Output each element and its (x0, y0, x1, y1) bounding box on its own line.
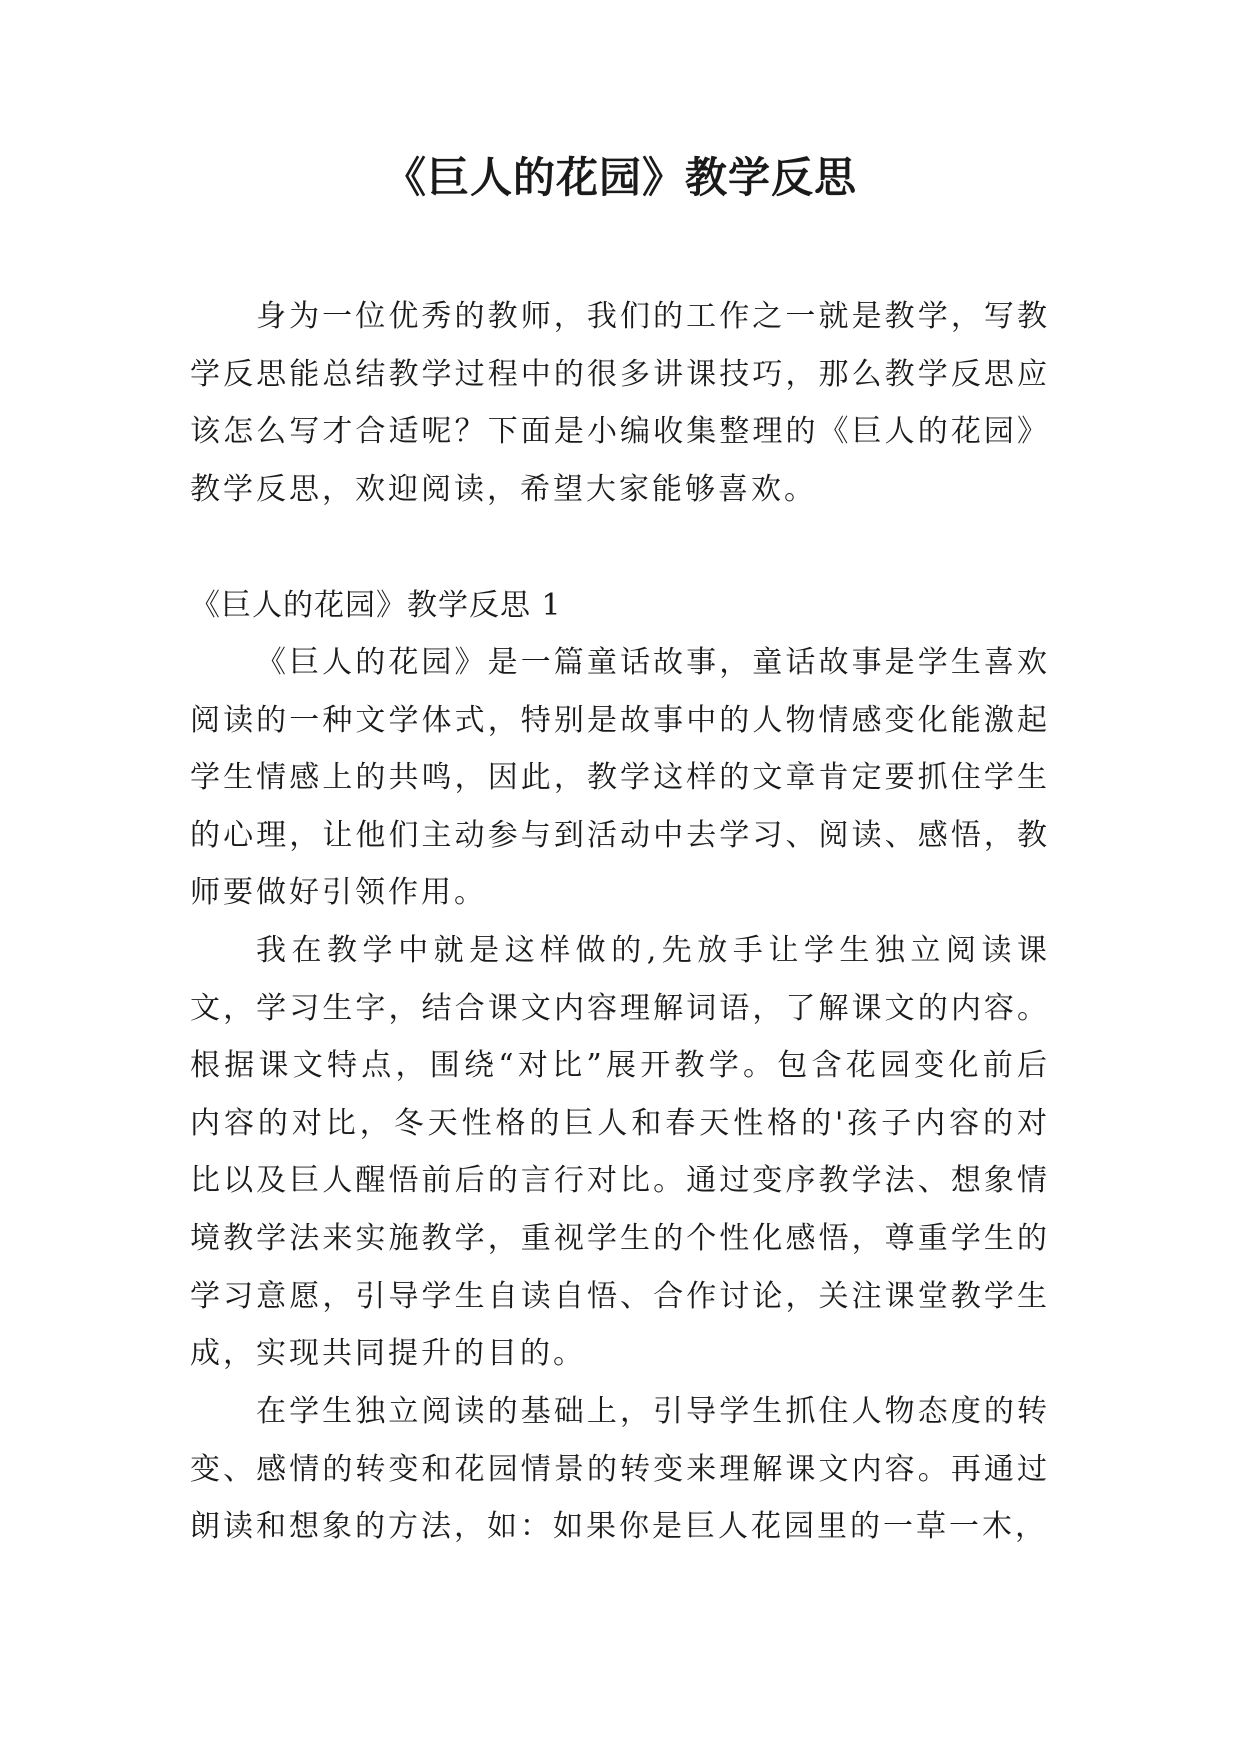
section-heading: 《巨人的花园》教学反思 1 (190, 588, 562, 623)
intro-paragraph: 身为一位优秀的教师，我们的工作之一就是教学，写教学反思能总结教学过程中的很多讲课技巧，那么教学反思应该怎么写才合适呢？下面是小编收集整理的《巨人的花园》教学反思，欢迎阅读，希望大家能够喜欢。 (190, 299, 1050, 507)
document-title: 《巨人的花园》教学反思 (383, 153, 857, 202)
body-paragraph-3: 在学生独立阅读的基础上，引导学生抓住人物态度的转变、感情的转变和花园情景的转变来理解课文内容。再通过朗读和想象的方法，如：如果你是巨人花园里的一草一木， (190, 1394, 1050, 1545)
body-paragraph-1: 《巨人的花园》是一篇童话故事，童话故事是学生喜欢阅读的一种文学体式，特别是故事中的人物情感变化能激起学生情感上的共鸣，因此，教学这样的文章肯定要抓住学生的心理，让他们主动参与到活动中去学习、阅读、感悟，教师要做好引领作用。 (190, 645, 1050, 911)
body-paragraph-2: 我在教学中就是这样做的,先放手让学生独立阅读课文，学习生字，结合课文内容理解词语，了解课文的内容。根据课文特点，围绕“对比”展开教学。包含花园变化前后内容的对比，冬天性格的巨人和春天性格的'孩子内容的对比以及巨人醒悟前后的言行对比。通过变序教学法、想象情境教学法来实施教学，重视学生的个性化感悟，尊重学生的学习意愿，引导学生自读自悟、合作讨论，关注课堂教学生成，实现共同提升的目的。 (190, 933, 1050, 1372)
